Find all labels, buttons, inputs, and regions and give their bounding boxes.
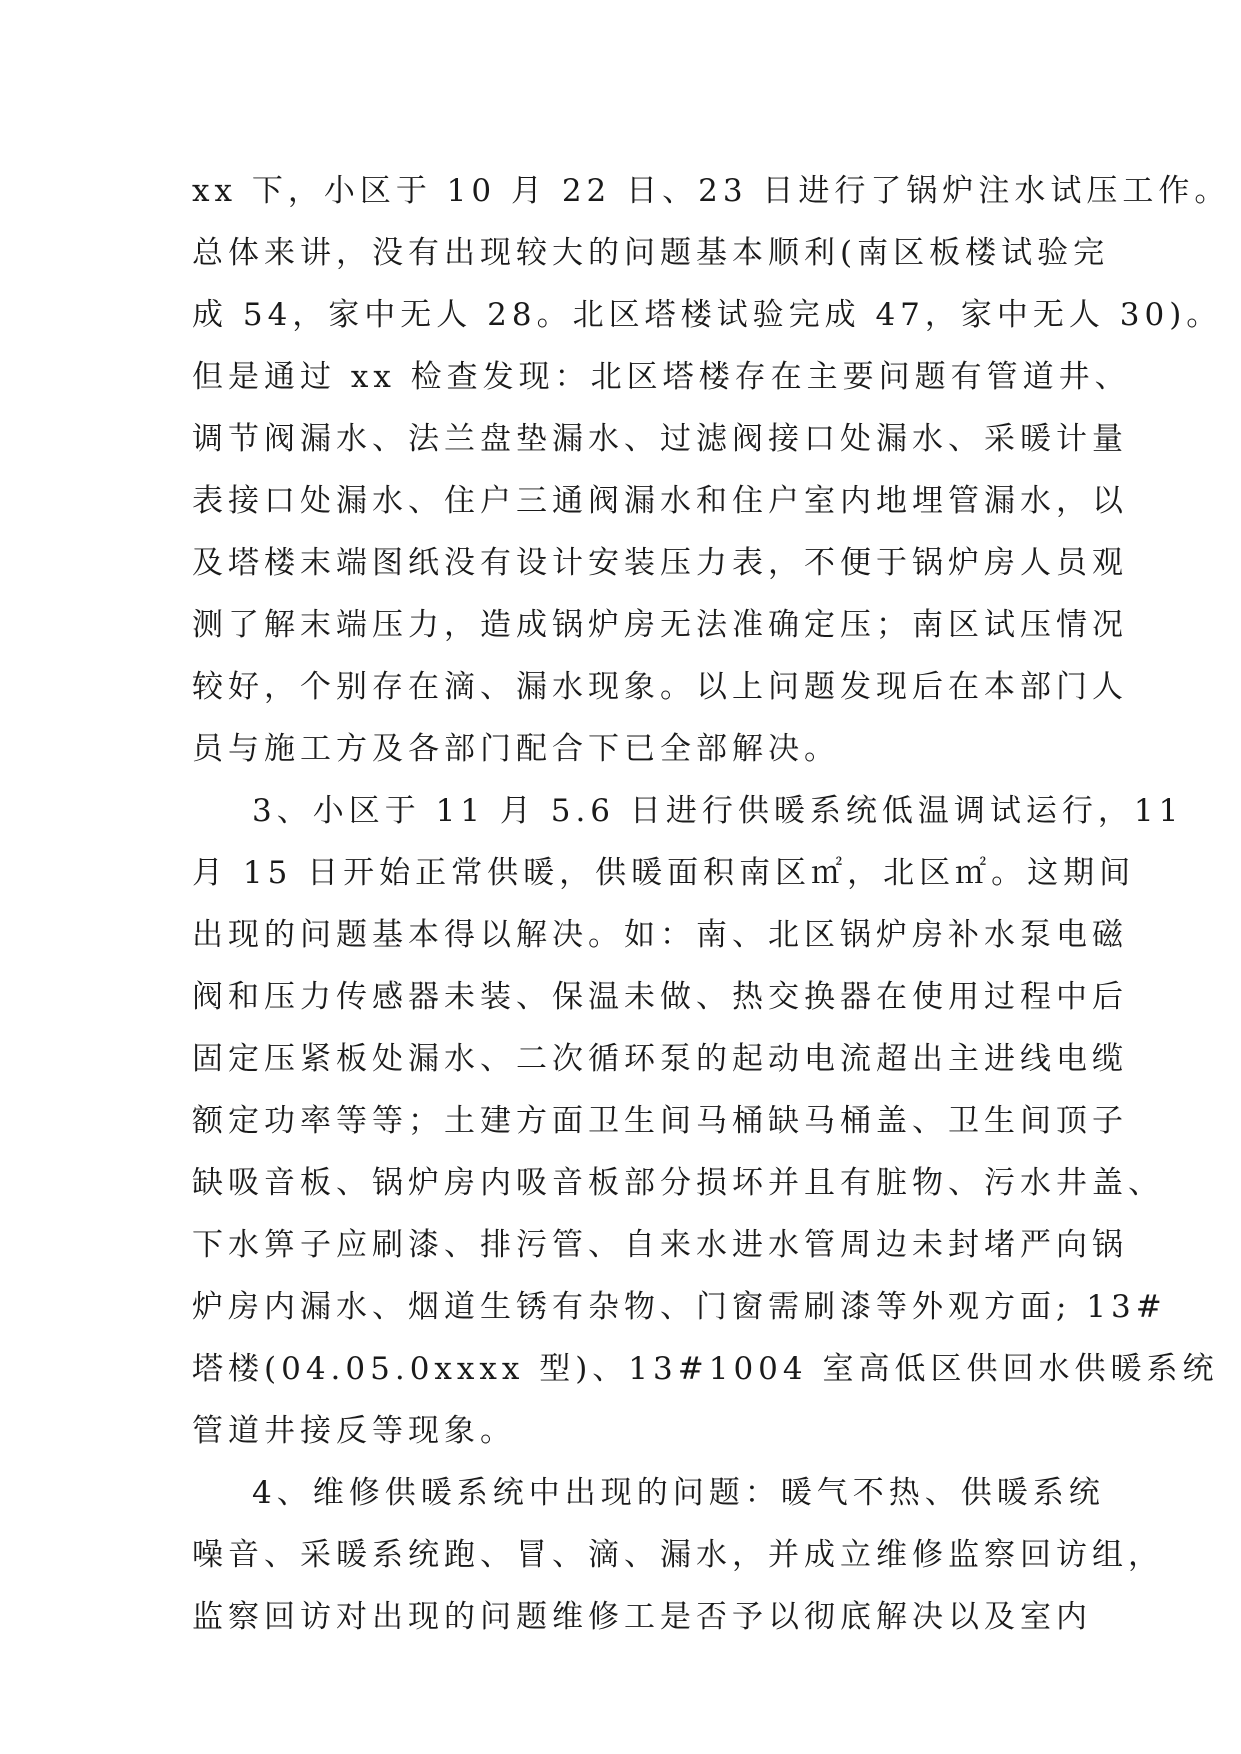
text-line: 总体来讲，没有出现较大的问题基本顺利(南区板楼试验完 [192, 235, 1110, 271]
text-line: 下水箅子应刷漆、排污管、自来水进水管周边未封堵严向锅 [192, 1227, 1128, 1263]
text-line: 表接口处漏水、住户三通阀漏水和住户室内地埋管漏水，以 [192, 483, 1128, 519]
text-line: 管道井接反等现象。 [192, 1413, 516, 1449]
text-line: 及塔楼末端图纸没有设计安装压力表，不便于锅炉房人员观 [192, 545, 1128, 581]
text-line: 缺吸音板、锅炉房内吸音板部分损坏并且有脏物、污水井盖、 [192, 1165, 1164, 1201]
text-line: 监察回访对出现的问题维修工是否予以彻底解决以及室内 [192, 1599, 1092, 1635]
paragraph-start-line: 3、小区于 11 月 5.6 日进行供暖系统低温调试运行，11 [252, 793, 1184, 829]
body-text [192, 160, 1231, 1648]
text-line: 成 54，家中无人 28。北区塔楼试验完成 47，家中无人 30)。 [192, 297, 1223, 333]
text-line: 但是通过 xx 检查发现：北区塔楼存在主要问题有管道井、 [192, 359, 1131, 395]
text-line: 员与施工方及各部门配合下已全部解决。 [192, 731, 840, 767]
text-line: 月 15 日开始正常供暖，供暖面积南区㎡，北区㎡。这期间 [192, 855, 1136, 891]
text-line: 炉房内漏水、烟道生锈有杂物、门窗需刷漆等外观方面; 13# [192, 1289, 1167, 1325]
text-line: xx 下，小区于 10 月 22 日、23 日进行了锅炉注水试压工作。 [192, 173, 1231, 209]
text-line: 较好，个别存在滴、漏水现象。以上问题发现后在本部门人 [192, 669, 1128, 705]
text-line: 额定功率等等；土建方面卫生间马桶缺马桶盖、卫生间顶子 [192, 1103, 1128, 1139]
text-line: 噪音、采暖系统跑、冒、滴、漏水，并成立维修监察回访组， [192, 1537, 1164, 1573]
text-line: 调节阀漏水、法兰盘垫漏水、过滤阀接口处漏水、采暖计量 [192, 421, 1128, 457]
text-line: 固定压紧板处漏水、二次循环泵的起动电流超出主进线电缆 [192, 1041, 1128, 1077]
text-line: 阀和压力传感器未装、保温未做、热交换器在使用过程中后 [192, 979, 1128, 1015]
paragraph-start-line: 4、维修供暖系统中出现的问题：暖气不热、供暖系统 [252, 1475, 1105, 1511]
text-line: 测了解末端压力，造成锅炉房无法准确定压；南区试压情况 [192, 607, 1128, 643]
text-line: 塔楼(04.05.0xxxx 型)、13#1004 室高低区供回水供暖系统 [192, 1351, 1219, 1387]
text-line: 出现的问题基本得以解决。如：南、北区锅炉房补水泵电磁 [192, 917, 1128, 953]
